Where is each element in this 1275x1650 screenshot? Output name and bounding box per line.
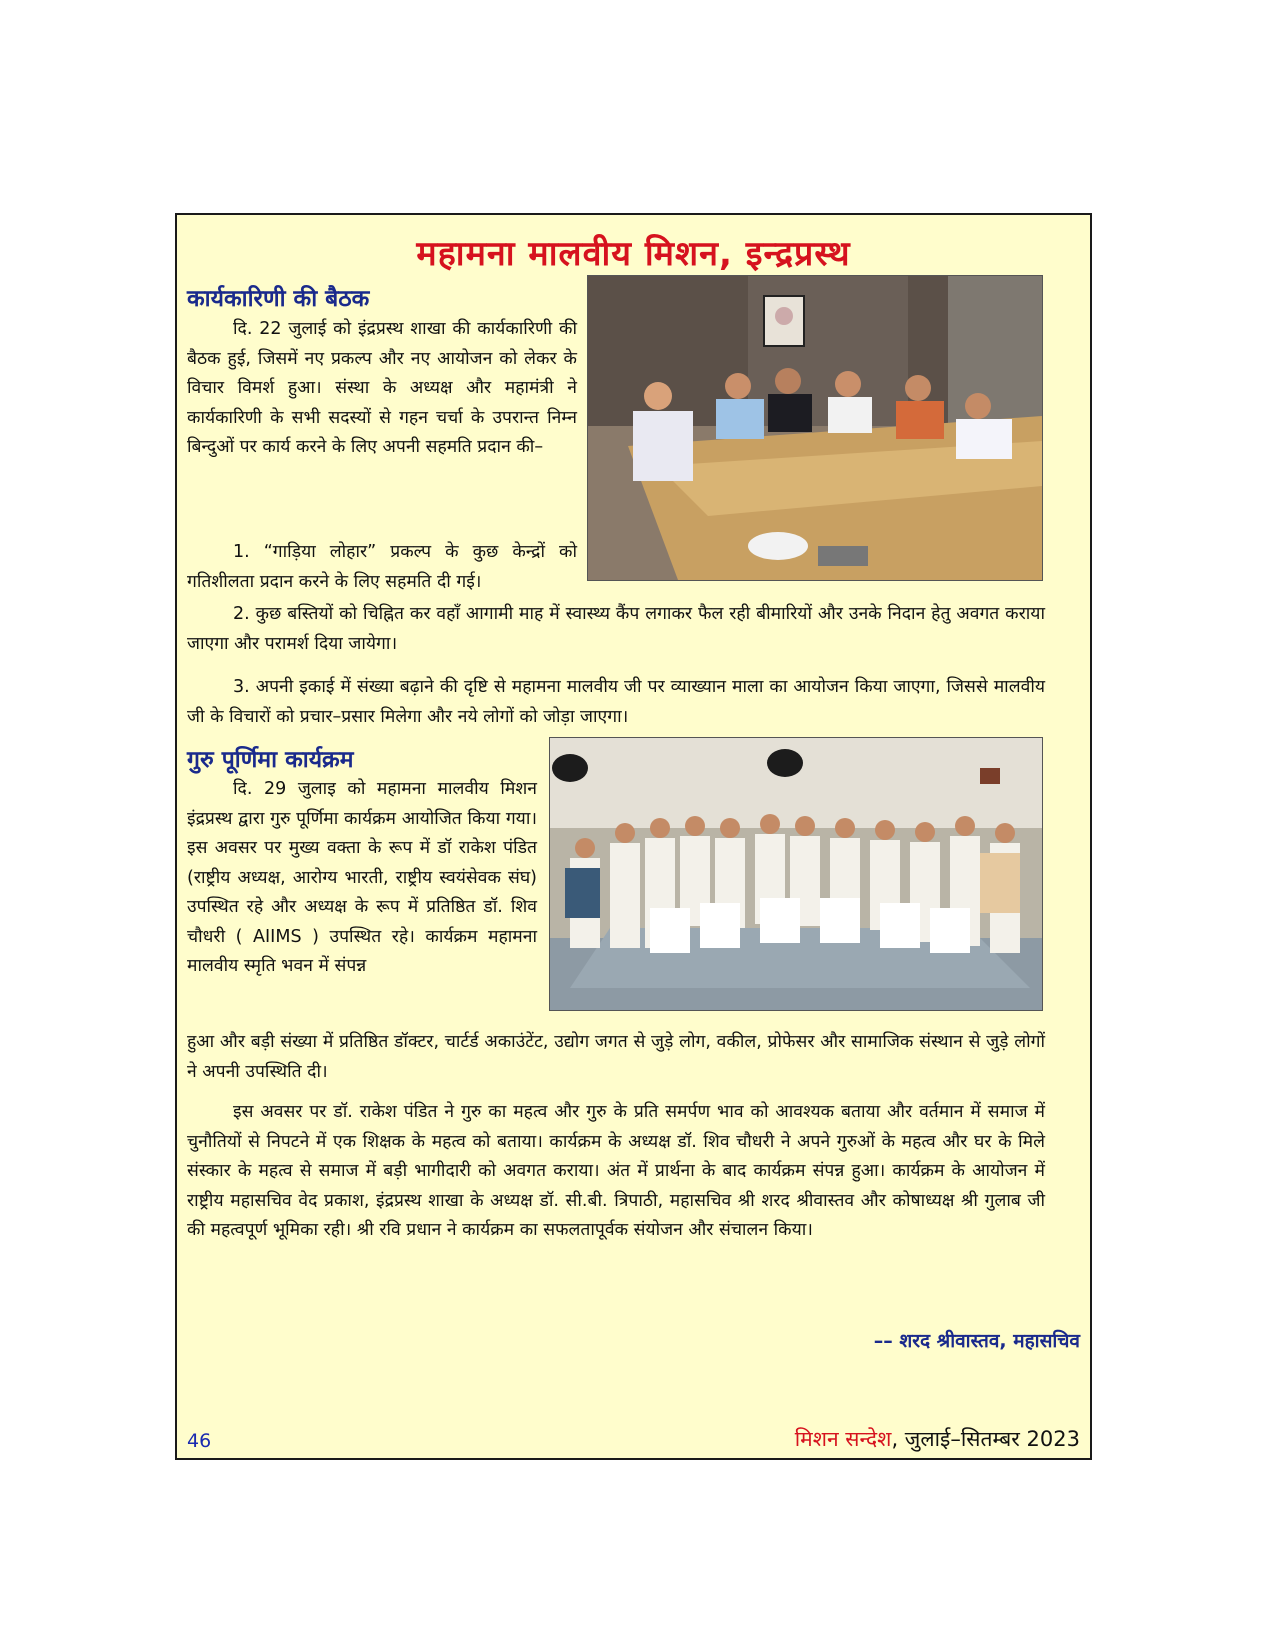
guru-purnima-paragraph-2: इस अवसर पर डॉ. राकेश पंडित ने गुरु का महत्व और गुरु के प्रति समर्पण भाव को आवश्यक बताया और वर्तमान में समाज में चुनौतियों से निपटने में एक शिक्षक के महत्व को बताया। कार्यक्रम के अध्यक्ष डॉ. शिव चौधरी ने अपने गुरुओं के महत्व और घर के मिले संस्कार के महत्व से समाज में बड़ी भागीदारी को अवगत कराया। अंत में प्रार्थना के बाद कार्यक्रम संपन्न हुआ। कार्यक्रम के आयोजन में राष्ट्रीय महासचिव वेद प्रकाश, इंद्रप्रस्थ शाखा के अध्यक्ष डॉ. सी.बी. त्रिपाठी, महासचिव श्री शरद श्रीवास्तव और कोषाध्यक्ष श्री गुलाब जी की महत्वपूर्ण भूमिका रही। श्री रवि प्रधान ने कार्यक्रम का सफलतापूर्वक संयोजन और संचालन किया।	[187, 1102, 1045, 1240]
page-footer	[795, 1425, 1080, 1453]
meeting-point-1: 1. “गाड़िया लोहार” प्रकल्प के कुछ केन्द्रों को गतिशीलता प्रदान करने के लिए सहमति दी गई।	[187, 542, 577, 592]
author-signature: –– शरद श्रीवास्तव, महासचिव	[873, 1330, 1080, 1352]
guru-purnima-paragraph-side: दि. 29 जुलाइ को महामना मालवीय मिशन इंद्रप्रस्थ द्वारा गुरु पूर्णिमा कार्यक्रम आयोजित किया गया। इस अवसर पर मुख्य वक्ता के रूप में डॉ राकेश पंडित (राष्ट्रीय अध्यक्ष, आरोग्य भारती, राष्ट्रीय स्वयंसेवक संघ) उपस्थित रहे और अध्यक्ष के रूप में प्रतिष्ठित डॉ. शिव चौधरी ( AIIMS ) उपस्थित रहे। कार्यक्रम महामना मालवीय स्मृति भवन में संपन्न	[187, 779, 537, 976]
meeting-point-3: 3. अपनी इकाई में संख्या बढ़ाने की दृष्टि से महामना मालवीय जी पर व्याख्यान माला का आयोजन किया जाएगा, जिससे मालवीय जी के विचारों को प्रचार–प्रसार मिलेगा और नये लोगों को जोड़ा जाएगा।	[187, 677, 1045, 727]
meeting-photo	[587, 275, 1043, 581]
section-heading-guru-purnima: गुरु पूर्णिमा कार्यक्रम	[187, 747, 354, 773]
page-title: महामना मालवीय मिशन, इन्द्रप्रस्थ	[416, 234, 851, 274]
group-photo-illustration	[550, 738, 1042, 1010]
meeting-photo-illustration	[588, 276, 1042, 580]
meeting-intro-paragraph: दि. 22 जुलाई को इंद्रप्रस्थ शाखा की कार्यकारिणी की बैठक हुई, जिसमें नए प्रकल्प और नए आयोजन को लेकर के विचार विमर्श हुआ। संस्था के अध्यक्ष और महामंत्री ने कार्यकारिणी के सभी सदस्यों से गहन चर्चा के उपरान्त निम्न बिन्दुओं पर कार्य करने के लिए अपनी सहमति प्रदान की–	[187, 319, 577, 457]
meeting-point-2: 2. कुछ बस्तियों को चिह्नित कर वहाँ आगामी माह में स्वास्थ्य कैंप लगाकर फैल रही बीमारियों और उनके निदान हेतु अवगत कराया जाएगा और परामर्श दिया जायेगा।	[187, 604, 1045, 654]
section-heading-meeting: कार्यकारिणी की बैठक	[187, 286, 370, 312]
magazine-name: मिशन सन्देश	[794, 1427, 892, 1451]
guru-purnima-paragraph-continued: हुआ और बड़ी संख्या में प्रतिष्ठित डॉक्टर, चार्टर्ड अकाउंटेंट, उद्योग जगत से जुड़े लोग, वकील, प्रोफेसर और सामाजिक संस्थान से जुड़े लोगों ने अपनी उपस्थिति दी।	[187, 1032, 1045, 1082]
article-frame	[175, 213, 1092, 1460]
issue-date: , जुलाई–सितम्बर 2023	[891, 1427, 1080, 1451]
page-number: 46	[187, 1430, 212, 1452]
guru-purnima-group-photo	[549, 737, 1043, 1011]
